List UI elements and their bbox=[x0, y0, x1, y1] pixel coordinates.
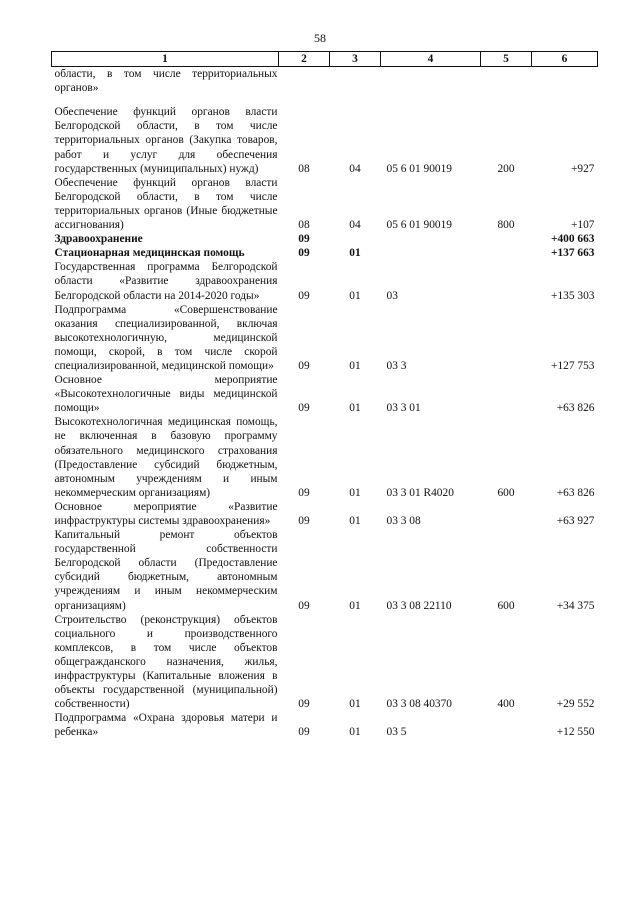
row-amount-cell: +63 927 bbox=[556, 515, 595, 527]
row-amount-cell: +137 663 bbox=[550, 247, 595, 260]
row-name-cell: Основное мероприятие «Высокотехнологичные виды медицинской помощи» bbox=[54, 374, 278, 415]
table-row bbox=[52, 176, 598, 232]
row-name-cell: Стационарная медицинская помощь bbox=[54, 247, 245, 260]
row-expense-type-cell: 600 bbox=[497, 599, 515, 612]
row-target-item-cell bbox=[381, 232, 481, 246]
row-expense-type-cell bbox=[481, 260, 532, 302]
row-name-cell: Обеспечение функций органов власти Белгородской области, в том числе территориальных органов (Иные бюджетные ассигнования) bbox=[54, 176, 278, 232]
row-subsection-cell: 01 bbox=[349, 402, 361, 415]
row-name-cell: Строительство (реконструкция) объектов социального и производственного комплексов, в том числе объектов общегражданского назначения, жилья, инфраструктуры (Капитальные вложения в объекты государственной (муниципальной) собственности) bbox=[54, 613, 278, 711]
row-target-item-cell bbox=[381, 67, 481, 96]
column-header-name: 1 bbox=[52, 52, 279, 67]
row-name-cell: Высокотехнологичная медицинская помощь, не включенная в базовую программу обязательного медицинского страхования (Предоставление субсидий бюджетным, автономным учреждениям и иным некоммерческим организациям) bbox=[54, 416, 278, 499]
table-row bbox=[52, 246, 598, 260]
row-name-cell: Обеспечение функций органов власти Белгородской области, в том числе территориальных органов (Закупка товаров, работ и услуг для обеспечения государственных (муниципальных) нужд) bbox=[54, 106, 278, 175]
row-target-item-cell: 03 3 bbox=[386, 359, 407, 372]
row-subsection-cell: 01 bbox=[349, 247, 361, 260]
row-section-cell: 09 bbox=[298, 247, 310, 260]
row-subsection-cell: 01 bbox=[349, 289, 361, 302]
row-subsection-cell: 04 bbox=[349, 219, 361, 232]
row-section-cell: 09 bbox=[298, 233, 310, 246]
page-number: 58 bbox=[314, 31, 326, 45]
row-amount-cell: +127 753 bbox=[551, 359, 595, 372]
row-expense-type-cell bbox=[481, 246, 532, 260]
row-spacer bbox=[52, 95, 598, 105]
row-expense-type-cell bbox=[481, 232, 532, 246]
row-target-item-cell: 03 3 01 bbox=[386, 402, 421, 415]
row-subsection-cell: 01 bbox=[349, 486, 361, 499]
row-subsection-cell: 01 bbox=[349, 515, 361, 527]
table-row bbox=[52, 711, 598, 739]
row-section-cell: 09 bbox=[298, 726, 310, 739]
row-expense-type-cell bbox=[481, 67, 532, 96]
row-section-cell: 08 bbox=[298, 219, 310, 232]
table-row bbox=[52, 415, 598, 500]
row-expense-type-cell: 400 bbox=[497, 698, 515, 711]
table-row bbox=[52, 373, 598, 415]
row-name-cell: Подпрограмма «Охрана здоровья матери и ребенка» bbox=[54, 712, 278, 739]
row-name-cell: Подпрограмма «Совершенствование оказания специализированной, включая высокотехнологичную, медицинской помощи, скорой, в том числе скорой специализированной, медицинской помощи» bbox=[54, 303, 278, 372]
row-target-item-cell: 03 3 01 R4020 bbox=[386, 486, 454, 499]
row-name-cell: Государственная программа Белгородской области «Развитие здравоохранения Белгородской области на 2014-2020 годы» bbox=[54, 261, 278, 302]
row-target-item-cell: 03 3 08 40370 bbox=[386, 698, 452, 711]
row-expense-type-cell: 600 bbox=[497, 486, 515, 499]
row-amount-cell: +63 826 bbox=[556, 402, 595, 415]
row-target-item-cell: 05 6 01 90019 bbox=[386, 162, 452, 175]
table-body bbox=[52, 67, 598, 740]
row-target-item-cell bbox=[381, 246, 481, 260]
row-subsection-cell bbox=[330, 67, 381, 96]
table-row bbox=[52, 500, 598, 528]
row-subsection-cell: 01 bbox=[349, 599, 361, 612]
row-subsection-cell: 01 bbox=[349, 359, 361, 372]
table-row bbox=[52, 105, 598, 175]
row-spacer-cell bbox=[52, 95, 598, 105]
row-amount-cell: +63 826 bbox=[556, 486, 595, 499]
row-amount-cell: +927 bbox=[570, 162, 595, 175]
row-section-cell: 08 bbox=[298, 162, 310, 175]
row-expense-type-cell: 200 bbox=[497, 162, 515, 175]
row-section-cell: 09 bbox=[298, 359, 310, 372]
row-amount-cell: +400 663 bbox=[550, 233, 595, 246]
row-target-item-cell: 03 5 bbox=[386, 726, 407, 739]
row-section-cell: 09 bbox=[298, 698, 310, 711]
table-row bbox=[52, 232, 598, 246]
row-subsection-cell: 04 bbox=[349, 162, 361, 175]
column-header-subsection: 3 bbox=[330, 52, 381, 67]
row-section-cell: 09 bbox=[298, 289, 310, 302]
row-subsection-cell: 01 bbox=[349, 698, 361, 711]
table-row bbox=[52, 613, 598, 712]
row-name-cell: Здравоохранение bbox=[54, 233, 143, 246]
row-target-item-cell: 03 3 08 bbox=[386, 515, 421, 527]
row-expense-type-cell bbox=[481, 373, 532, 415]
column-header-expense-type: 5 bbox=[481, 52, 532, 67]
row-amount-cell: +12 550 bbox=[556, 726, 595, 739]
row-expense-type-cell: 800 bbox=[497, 219, 515, 232]
row-expense-type-cell bbox=[481, 711, 532, 739]
column-header-amount: 6 bbox=[532, 52, 598, 67]
table-row bbox=[52, 260, 598, 302]
column-header-target-item: 4 bbox=[381, 52, 481, 67]
table-header-row bbox=[52, 52, 598, 67]
row-name-cell: Капитальный ремонт объектов государственной собственности Белгородской области (Предоставление субсидий бюджетным, автономным учреждениям и иным некоммерческим организациям) bbox=[54, 529, 278, 612]
table-row bbox=[52, 528, 598, 613]
row-section-cell: 09 bbox=[298, 486, 310, 499]
row-expense-type-cell bbox=[481, 500, 532, 528]
row-target-item-cell: 03 3 08 22110 bbox=[386, 599, 452, 612]
row-target-item-cell: 05 6 01 90019 bbox=[386, 219, 452, 232]
budget-table bbox=[51, 51, 598, 740]
row-section-cell: 09 bbox=[298, 599, 310, 612]
row-amount-cell bbox=[532, 67, 598, 96]
row-amount-cell: +135 303 bbox=[551, 289, 595, 302]
row-section-cell: 09 bbox=[298, 402, 310, 415]
row-subsection-cell bbox=[330, 232, 381, 246]
row-target-item-cell: 03 bbox=[386, 289, 398, 302]
row-expense-type-cell bbox=[481, 303, 532, 373]
row-section-cell: 09 bbox=[298, 515, 310, 527]
row-amount-cell: +34 375 bbox=[556, 599, 595, 612]
row-amount-cell: +29 552 bbox=[556, 698, 595, 711]
column-header-section: 2 bbox=[279, 52, 330, 67]
row-amount-cell: +107 bbox=[570, 219, 595, 232]
row-section-cell bbox=[279, 67, 330, 96]
row-subsection-cell: 01 bbox=[349, 726, 361, 739]
table-row bbox=[52, 67, 598, 96]
table-row bbox=[52, 303, 598, 373]
row-name-cell: Основное мероприятие «Развитие инфраструктуры системы здравоохранения» bbox=[54, 500, 278, 527]
row-name-cell: области, в том числе территориальных органов» bbox=[54, 68, 278, 95]
